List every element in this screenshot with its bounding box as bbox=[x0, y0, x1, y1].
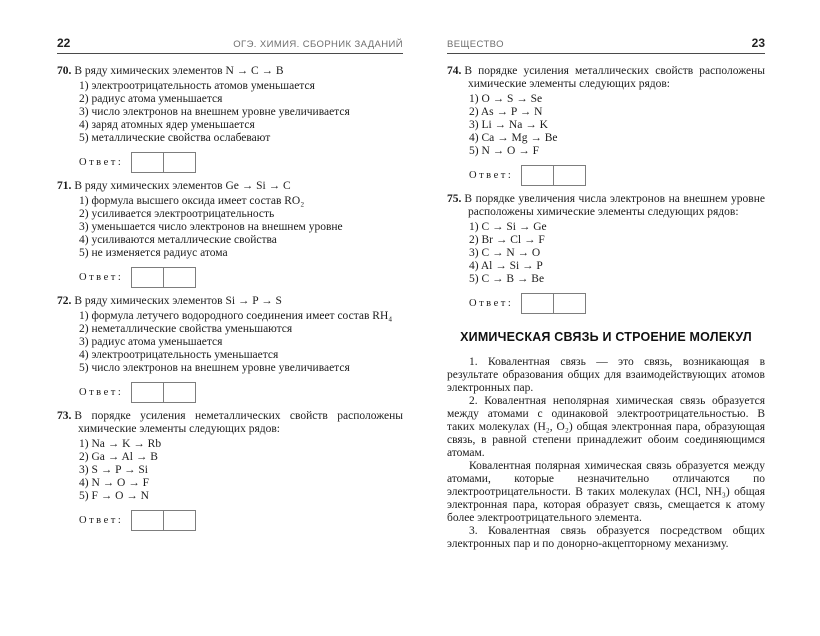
question-stem-text: В порядке усиления металлических свойств расположены химические элементы следующих рядов: bbox=[464, 65, 765, 90]
answer-cell bbox=[132, 511, 163, 530]
answer-label: Ответ: bbox=[79, 386, 124, 398]
question-number: 70. bbox=[57, 65, 72, 77]
question-stem bbox=[447, 65, 765, 91]
paragraph: Ковалентная полярная химическая связь образуется между атомами, которые незначительно отличаются по электроотрицательности. В таких молекулах (HCl, NH₃) общая электронная пара, которая образует связь, смещается к атому более электроотрицательного элемента. bbox=[447, 460, 765, 524]
question-74 bbox=[447, 65, 765, 186]
question-option: 3) уменьшается число электронов на внешнем уровне bbox=[79, 221, 343, 233]
question-stem-text: В ряду химических элементов Si → P → S bbox=[74, 295, 282, 307]
answer-label: Ответ: bbox=[469, 169, 514, 181]
question-stem bbox=[57, 65, 403, 78]
question-70 bbox=[57, 65, 403, 173]
question-option: 4) усиливаются металлические свойства bbox=[79, 234, 277, 246]
question-stem bbox=[57, 180, 403, 193]
answer-cell bbox=[163, 268, 195, 287]
question-option: 3) S → P → Si bbox=[79, 464, 148, 476]
answer-row bbox=[79, 509, 403, 531]
question-option: 4) Ca → Mg → Be bbox=[469, 132, 558, 144]
answer-label: Ответ: bbox=[79, 271, 124, 283]
question-option: 1) Na → K → Rb bbox=[79, 438, 162, 450]
question-option: 3) число электронов на внешнем уровне увеличивается bbox=[79, 106, 350, 118]
question-option: 1) C → Si → Ge bbox=[469, 221, 547, 233]
question-option: 2) Br → Cl → F bbox=[469, 234, 545, 246]
answer-box bbox=[521, 165, 586, 186]
question-71 bbox=[57, 180, 403, 288]
question-option: 5) N → O → F bbox=[469, 145, 539, 157]
answer-cell bbox=[522, 166, 553, 185]
page-number: 23 bbox=[751, 36, 765, 50]
question-option: 1) формула летучего водородного соединения имеет состав RH₄ bbox=[79, 310, 393, 322]
question-option: 4) Al → Si → P bbox=[469, 260, 543, 272]
question-number: 74. bbox=[447, 65, 462, 77]
question-option: 1) формула высшего оксида имеет состав RO₂ bbox=[79, 195, 305, 207]
answer-cell bbox=[132, 268, 163, 287]
answer-cell bbox=[163, 383, 195, 402]
question-option: 3) радиус атома уменьшается bbox=[79, 336, 223, 348]
paragraph: 3. Ковалентная связь образуется посредством общих электронных пар и по донорно-акцепторному механизму. bbox=[447, 525, 765, 550]
page-header-right bbox=[447, 36, 765, 54]
question-stem-text: В ряду химических элементов Ge → Si → C bbox=[74, 180, 291, 192]
question-option: 3) C → N → O bbox=[469, 247, 541, 259]
answer-row bbox=[79, 266, 403, 288]
answer-label: Ответ: bbox=[469, 297, 514, 309]
question-option: 2) радиус атома уменьшается bbox=[79, 93, 223, 105]
answer-box bbox=[131, 382, 196, 403]
question-option: 4) N → O → F bbox=[79, 477, 149, 489]
question-stem-text: В порядке увеличения числа электронов на внешнем уровне расположены химические элементы следующих рядов: bbox=[464, 193, 765, 218]
answer-box bbox=[131, 152, 196, 173]
page-number: 22 bbox=[57, 36, 71, 50]
answer-box bbox=[131, 510, 196, 531]
answer-cell bbox=[553, 294, 585, 313]
question-option: 5) число электронов на внешнем уровне увеличивается bbox=[79, 362, 350, 374]
question-option: 5) F → O → N bbox=[79, 490, 149, 502]
page-right bbox=[447, 36, 765, 551]
question-option: 2) неметаллические свойства уменьшаются bbox=[79, 323, 293, 335]
question-stem-text: В порядке усиления неметаллических свойств расположены химические элементы следующих рядов: bbox=[74, 410, 403, 435]
running-title: ОГЭ. ХИМИЯ. СБОРНИК ЗАДАНИЙ bbox=[233, 39, 403, 50]
answer-label: Ответ: bbox=[79, 514, 124, 526]
question-number: 73. bbox=[57, 410, 72, 422]
question-stem bbox=[57, 410, 403, 436]
question-option: 1) электроотрицательность атомов уменьшается bbox=[79, 80, 315, 92]
running-title: ВЕЩЕСТВО bbox=[447, 39, 504, 50]
question-number: 72. bbox=[57, 295, 72, 307]
answer-cell bbox=[163, 511, 195, 530]
question-option: 4) электроотрицательность уменьшается bbox=[79, 349, 279, 361]
question-option: 2) Ga → Al → B bbox=[79, 451, 158, 463]
question-73 bbox=[57, 410, 403, 531]
question-stem bbox=[447, 193, 765, 219]
question-stem bbox=[57, 295, 403, 308]
answer-label: Ответ: bbox=[79, 156, 124, 168]
question-stem-text: В ряду химических элементов N → C → B bbox=[74, 65, 284, 77]
answer-row bbox=[469, 292, 765, 314]
question-option: 5) не изменяется радиус атома bbox=[79, 247, 228, 259]
question-number: 75. bbox=[447, 193, 462, 205]
question-number: 71. bbox=[57, 180, 72, 192]
question-75 bbox=[447, 193, 765, 314]
paragraph: 1. Ковалентная связь — это связь, возникающая в результате образования общих для взаимодействующих атомов электронных пар. bbox=[447, 356, 765, 394]
answer-row bbox=[79, 151, 403, 173]
answer-cell bbox=[553, 166, 585, 185]
question-option: 2) As → P → N bbox=[469, 106, 543, 118]
question-option: 2) усиливается электроотрицательность bbox=[79, 208, 275, 220]
answer-cell bbox=[132, 153, 163, 172]
paragraph: 2. Ковалентная неполярная химическая связь образуется между атомами с одинаковой электроотрицательностью. В таких молекулах (H₂, O₂) общая электронная пара, образующая связь, в равной степени принадлежит обоим соединяющимся атомам. bbox=[447, 395, 765, 459]
page-header-left bbox=[57, 36, 403, 54]
answer-cell bbox=[522, 294, 553, 313]
answer-box bbox=[131, 267, 196, 288]
section-heading: ХИМИЧЕСКАЯ СВЯЗЬ И СТРОЕНИЕ МОЛЕКУЛ bbox=[460, 330, 752, 344]
answer-cell bbox=[132, 383, 163, 402]
question-option: 1) O → S → Se bbox=[469, 93, 543, 105]
answer-box bbox=[521, 293, 586, 314]
answer-row bbox=[469, 164, 765, 186]
question-option: 5) C → B → Be bbox=[469, 273, 545, 285]
question-option: 4) заряд атомных ядер уменьшается bbox=[79, 119, 255, 131]
answer-row bbox=[79, 381, 403, 403]
question-option: 5) металлические свойства ослабевают bbox=[79, 132, 271, 144]
question-72 bbox=[57, 295, 403, 403]
question-option: 3) Li → Na → K bbox=[469, 119, 548, 131]
answer-cell bbox=[163, 153, 195, 172]
page-left bbox=[57, 36, 403, 538]
